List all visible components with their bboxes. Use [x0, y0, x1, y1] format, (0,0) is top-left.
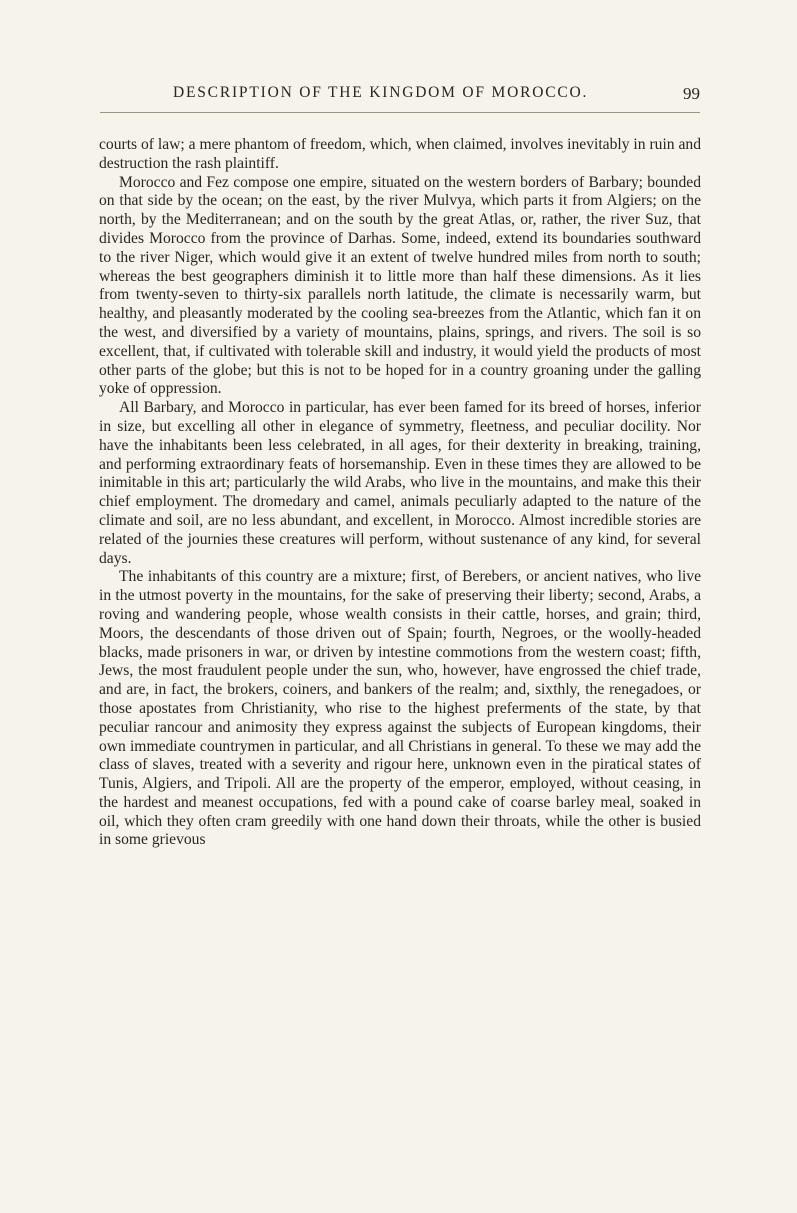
running-head — [100, 84, 700, 113]
running-title: DESCRIPTION OF THE KINGDOM OF MOROCCO. — [173, 84, 589, 101]
paragraph-inhabitants: The inhabitants of this country are a mixture; first, of Berebers, or ancient natives, who live in the utmost poverty in the mountains, for the sake of preserving their liberty; second, Arabs, a roving and wandering people, whose wealth consists in their cattle, horses, and grain; third, Moors, the descendants of those driven out of Spain; fourth, Negroes, or the woolly-headed blacks, made prisoners in war, or driven by intestine commotions from the western coast; fifth, Jews, the most fraudulent people under the sun, who, however, have engrossed the chief trade, and are, in fact, the brokers, coiners, and bankers of the realm; and, sixthly, the renegadoes, or those apostates from Christianity, who rise to the highest preferments of the state, by that peculiar rancour and animosity they express against the subjects of European kingdoms, their own immediate countrymen in particular, and all Christians in general. To these we may add the class of slaves, treated with a severity and rigour here, unknown even in the piratical states of Tunis, Algiers, and Tripoli. All are the property of the emperor, employed, without ceasing, in the hardest and meanest occupations, fed with a pound cake of coarse barley meal, soaked in oil, which they often cram greedily with one hand down their throats, while the other is busied in some grievous — [99, 568, 701, 849]
page-number: 99 — [683, 84, 700, 103]
paragraph-empire-geography: Morocco and Fez compose one empire, situated on the western borders of Barbary; bounded on that side by the ocean; on the east, by the river Mulvya, which parts it from Algiers; on the north, by the Mediterranean; and on the south by the great Atlas, or, rather, the river Suz, that divides Morocco from the province of Darhas. Some, indeed, extend its boundaries southward to the river Niger, which would give it an extent of twelve hundred miles from north to south; whereas the best geographers diminish it to little more than half these dimensions. As it lies from twenty-seven to thirty-six parallels north latitude, the climate is necessarily warm, but healthy, and pleasantly moderated by the cooling sea-breezes from the Atlantic, which fan it on the west, and diversified by a variety of mountains, plains, springs, and rivers. The soil is so excellent, that, if cultivated with tolerable skill and industry, it would yield the products of most other parts of the globe; but this is not to be hoped for in a country groaning under the galling yoke of oppression. — [99, 173, 701, 398]
body-text — [99, 136, 701, 850]
paragraph-continued: courts of law; a mere phantom of freedom, which, when claimed, involves inevitably in ruin and destruction the rash plaintiff. — [99, 136, 701, 172]
paragraph-horses: All Barbary, and Morocco in particular, has ever been famed for its breed of horses, inferior in size, but excelling all other in elegance of symmetry, fleetness, and peculiar docility. Nor have the inhabitants been less celebrated, in all ages, for their dexterity in breaking, training, and performing extraordinary feats of horsemanship. Even in these times they are allowed to be inimitable in this art; particularly the wild Arabs, who live in the mountains, and make this their chief employment. The dromedary and camel, animals peculiarly adapted to the nature of the climate and soil, are no less abundant, and excellent, in Morocco. Almost incredible stories are related of the journies these creatures will perform, without sustenance of any kind, for several days. — [99, 399, 701, 567]
